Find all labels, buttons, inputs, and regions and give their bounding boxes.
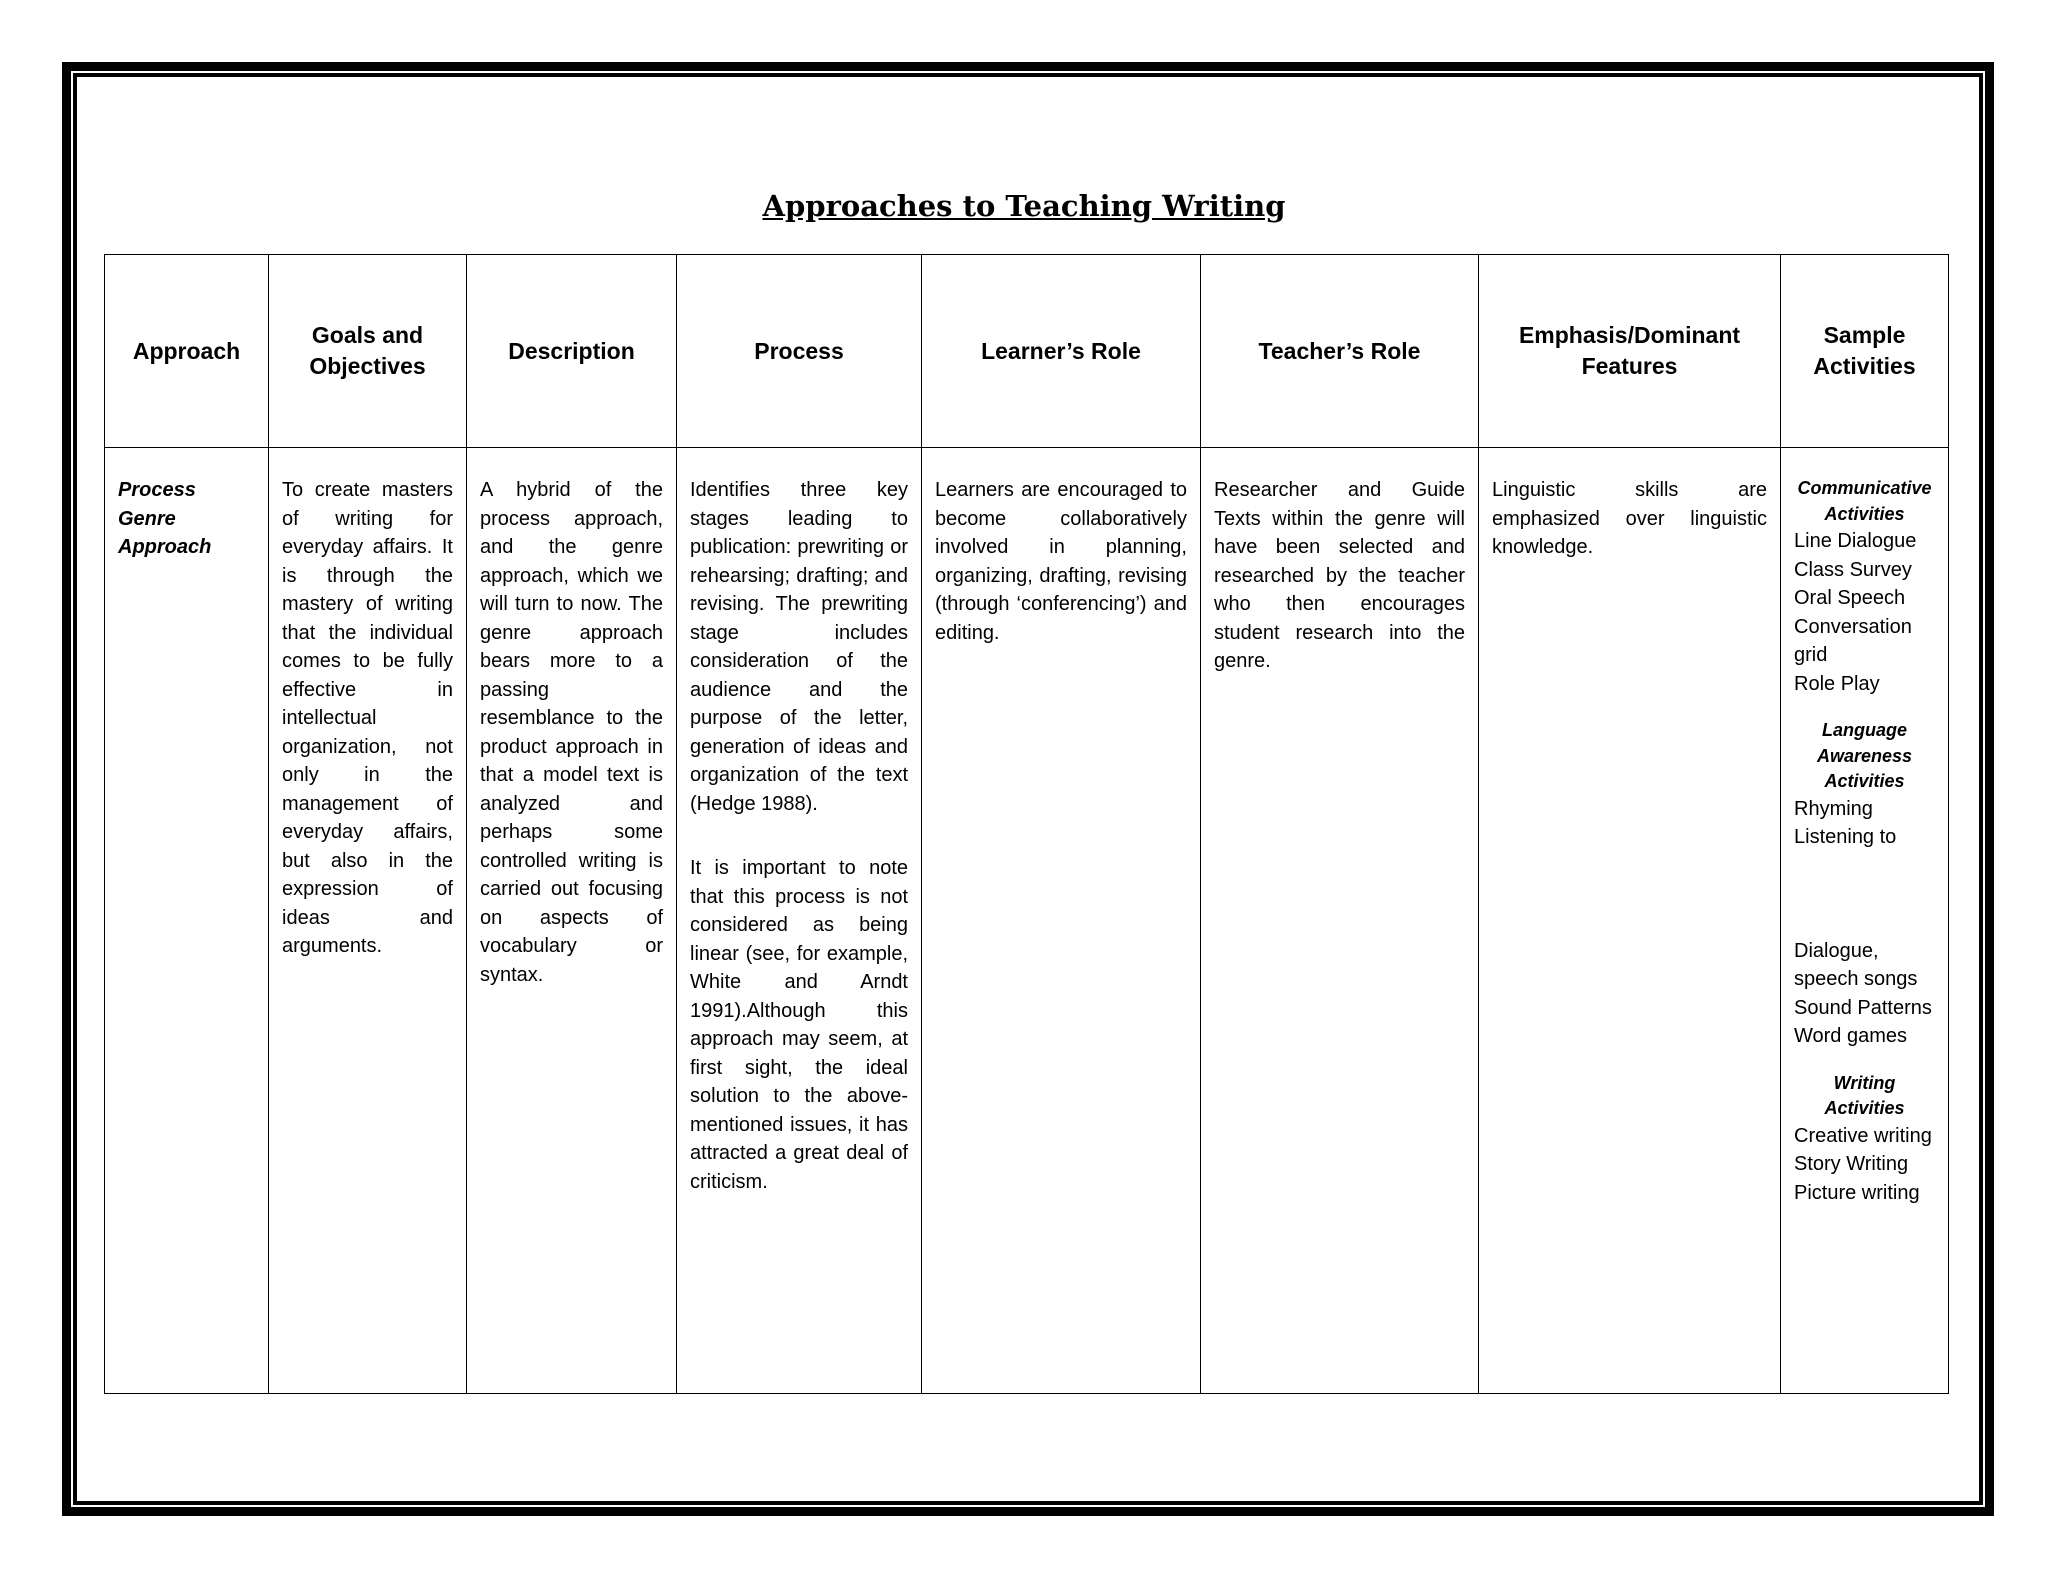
activity-item: Listening to [1794,826,1897,848]
cell-goals: To create masters of writing for everyday affairs. It is through the mastery of writing that the individual comes to be fully effective in intellectual organization, not only in the management of everyday affairs, but also in the expression of ideas and arguments. [269,448,467,1394]
activity-item: Oral Speech [1794,587,1906,609]
cell-learners-role: Learners are encouraged to become collaboratively involved in planning, organizing, drafting, revising (through ‘conferencing’) and editing. [922,448,1201,1394]
writing-activities-heading: Writing Activities [1824,1072,1905,1118]
activity-item: Word games [1794,1025,1908,1047]
header-emphasis: Emphasis/Dominant Features [1479,255,1781,448]
activity-item: Class Survey [1794,558,1912,581]
cell-description: A hybrid of the process approach, and the genre approach, which we will turn to now. The genre approach bears more to a passing resemblance to the product approach in that a model text is analyzed and perhaps some controlled writing is carried out focusing on aspects of vocabulary or syntax. [467,448,677,1394]
table-row [105,448,1949,1394]
header-learners-role: Learner’s Role [922,255,1201,448]
activity-item: Creative writing [1794,1124,1932,1147]
activity-item: Role Play [1794,672,1880,695]
cell-emphasis: Linguistic skills are emphasized over linguistic knowledge. [1479,448,1781,1394]
activity-item: Sound Patterns [1794,996,1932,1019]
cell-approach: Process Genre Approach [105,448,269,1394]
cell-sample-activities [1781,448,1949,1394]
cell-teachers-role: Researcher and Guide Texts within the genre will have been selected and researched by the teacher who then encourages student research into the genre. [1201,448,1479,1394]
activity-item: Rhyming [1794,797,1873,820]
header-approach: Approach [105,255,269,448]
cell-process [677,448,922,1394]
activity-item: Conversation grid [1794,615,1912,666]
header-process: Process [677,255,922,448]
activity-item: Dialogue, speech songs [1794,939,1918,990]
activity-item: Picture writing [1794,1181,1920,1204]
process-paragraph-2: It is important to note that this process is not considered as being linear (see, for example, White and Arndt 1991).Although this approach may seem, at first sight, the ideal solution to the above-mentioned issues, it has attracted a great deal of criticism. [690,857,908,1193]
approaches-table [104,254,1949,1394]
header-goals: Goals and Objectives [269,255,467,448]
header-sample-activities: Sample Activities [1781,255,1949,448]
communicative-heading: Communicative Activities [1797,478,1932,524]
language-awareness-heading: Language Awareness Activities [1816,720,1913,791]
document-title: Approaches to Teaching Writing [762,189,1286,223]
process-paragraph-1: Identifies three key stages leading to publication: prewriting or rehearsing; drafting; and revising. The prewriting stage includes consideration of the audience and the purpose of the letter, generation of ideas and organization of the text (Hedge 1988). [690,479,908,815]
header-description: Description [467,255,677,448]
header-teachers-role: Teacher’s Role [1201,255,1479,448]
activity-item: Line Dialogue [1794,530,1917,552]
table-header-row [105,255,1949,448]
activity-item: Story Writing [1794,1153,1909,1175]
